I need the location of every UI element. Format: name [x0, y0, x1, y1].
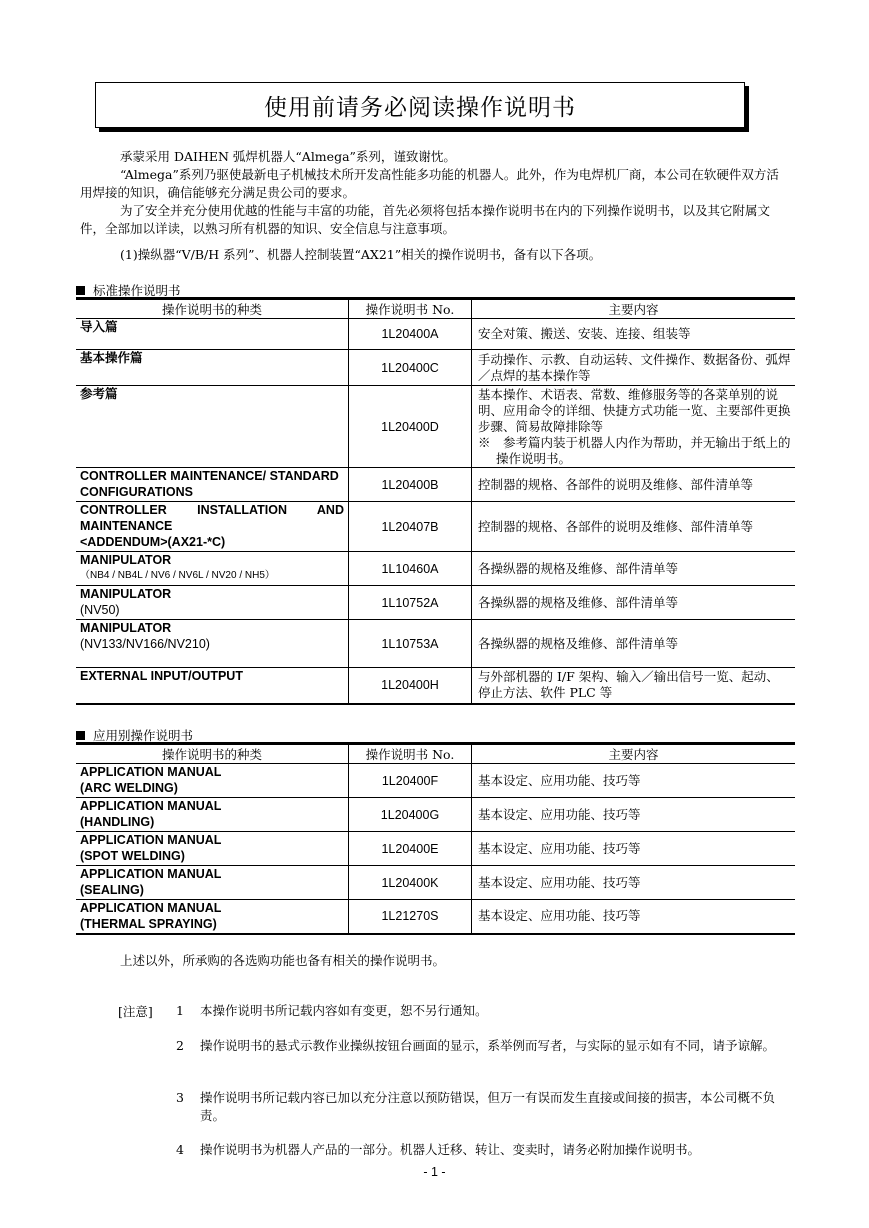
manual-no: 1L10752A — [349, 586, 472, 620]
manual-kind-line: MANIPULATOR — [80, 621, 172, 635]
manual-kind: EXTERNAL INPUT/OUTPUT — [76, 668, 349, 704]
table-row — [76, 586, 795, 620]
manual-kind: APPLICATION MANUAL (HANDLING) — [76, 798, 349, 832]
note-text: 本操作说明书所记载内容如有变更，恕不另行通知。 — [200, 1003, 488, 1018]
manual-desc: 手动操作、示教、自动运转、文件操作、数据备份、弧焊／点焊的基本操作等 — [472, 350, 796, 386]
note-number: 1 — [176, 1003, 184, 1018]
manual-desc: 基本设定、应用功能、技巧等 — [472, 832, 796, 866]
standard-manuals-table — [76, 297, 795, 705]
application-heading-text: 应用别操作说明书 — [93, 728, 194, 743]
manual-desc — [472, 386, 796, 468]
table-row — [76, 350, 795, 386]
manual-kind: CONTROLLER MAINTENANCE/ STANDARD CONFIGURATIONS — [76, 468, 349, 502]
header-no: 操作说明书 No. — [349, 299, 472, 319]
table-row — [76, 468, 795, 502]
manual-kind-line: MANIPULATOR — [80, 553, 172, 567]
manual-no: 1L20400H — [349, 668, 472, 704]
manual-no: 1L20400F — [349, 764, 472, 798]
manual-no: 1L20400A — [349, 319, 472, 350]
manual-kind: 基本操作篇 — [76, 350, 349, 386]
manual-desc: 各操纵器的规格及维修、部件清单等 — [472, 552, 796, 586]
manual-no: 1L20400C — [349, 350, 472, 386]
manual-desc: 与外部机器的 I/F 架构、输入／输出信号一览、起动、停止方法、软件 PLC 等 — [472, 668, 796, 704]
standard-heading-text: 标准操作说明书 — [93, 283, 181, 298]
manual-desc: 各操纵器的规格及维修、部件清单等 — [472, 586, 796, 620]
intro-line-1: 承蒙采用 DAIHEN 弧焊机器人“Almega”系列，谨致谢忱。 — [120, 149, 456, 164]
manual-desc: 基本设定、应用功能、技巧等 — [472, 866, 796, 900]
note-number: 2 — [176, 1038, 184, 1053]
table-row — [76, 900, 795, 934]
application-manuals-table — [76, 742, 795, 935]
intro-para-2: “Almega”系列乃驱使最新电子机械技术所开发高性能多功能的机器人。此外，作为电焊机厂商，本公司在软硬件双方活用焊接的知识，确信能够充分满足贵公司的要求。 — [80, 167, 779, 200]
manual-kind — [76, 620, 349, 668]
header-content: 主要内容 — [472, 744, 796, 764]
manual-kind — [76, 502, 349, 552]
manual-no: 1L10753A — [349, 620, 472, 668]
table-row — [76, 552, 795, 586]
table-row — [76, 832, 795, 866]
manual-desc: 控制器的规格、各部件的说明及维修、部件清单等 — [472, 502, 796, 552]
manual-no: 1L20400D — [349, 386, 472, 468]
note-text: 操作说明书的悬式示教作业操纵按钮台画面的显示，系举例而写者，与实际的显示如有不同，请予谅解。 — [200, 1038, 776, 1053]
square-bullet-icon — [76, 731, 85, 740]
manual-no: 1L21270S — [349, 900, 472, 934]
manual-kind-models: (NV50) — [80, 603, 120, 617]
manual-kind-line: <ADDENDUM>(AX21-*C) — [80, 535, 226, 549]
note-item — [176, 1002, 786, 1020]
manual-kind-line: MAINTENANCE — [80, 519, 173, 533]
header-kind: 操作说明书的种类 — [76, 299, 349, 319]
header-kind: 操作说明书的种类 — [76, 744, 349, 764]
page-number: - 1 - — [423, 1165, 446, 1179]
table-row — [76, 502, 795, 552]
manual-kind-line: MANIPULATOR — [80, 587, 172, 601]
after-table-text: 上述以外，所承购的各选购功能也备有相关的操作说明书。 — [120, 953, 446, 968]
manual-no: 1L20400G — [349, 798, 472, 832]
header-content: 主要内容 — [472, 299, 796, 319]
table-row — [76, 764, 795, 798]
manual-desc: 安全对策、搬送、安装、连接、组装等 — [472, 319, 796, 350]
manual-kind-line: CONTROLLER INSTALLATION AND — [80, 503, 344, 517]
manual-kind — [76, 586, 349, 620]
manual-kind: APPLICATION MANUAL (SEALING) — [76, 866, 349, 900]
manual-kind: APPLICATION MANUAL (ARC WELDING) — [76, 764, 349, 798]
manual-no: 1L10460A — [349, 552, 472, 586]
manual-kind: 导入篇 — [76, 319, 349, 350]
table-row — [76, 798, 795, 832]
note-number: 3 — [176, 1090, 184, 1105]
manual-no: 1L20400K — [349, 866, 472, 900]
page-title: 使用前请务必阅读操作说明书 — [95, 82, 745, 128]
manual-desc: 各操纵器的规格及维修、部件清单等 — [472, 620, 796, 668]
intro-para-3: 为了安全并充分使用优越的性能与丰富的功能，首先必须将包括本操作说明书在内的下列操作说明书，以及其它附属文件，全部加以详读，以熟习所有机器的知识、安全信息与注意事项。 — [80, 203, 771, 236]
header-no: 操作说明书 No. — [349, 744, 472, 764]
intro-para-4: (1)操纵器“V/B/H 系列”、机器人控制装置“AX21”相关的操作说明书，备有以下各项。 — [120, 247, 602, 262]
manual-desc-main: 基本操作、术语表、常数、维修服务等的各菜单别的说明、应用命令的详细、快捷方式功能一览、主要部件更换步骤、简易故障排除等 — [478, 386, 791, 434]
square-bullet-icon — [76, 286, 85, 295]
manual-desc-note: ※ 参考篇内装于机器人内作为帮助，并无输出于纸上的操作说明书。 — [478, 434, 791, 466]
note-item — [176, 1141, 786, 1159]
manual-desc: 基本设定、应用功能、技巧等 — [472, 798, 796, 832]
table-row — [76, 319, 795, 350]
table-row — [76, 386, 795, 468]
manual-desc: 基本设定、应用功能、技巧等 — [472, 764, 796, 798]
manual-kind-models: （NB4 / NB4L / NV6 / NV6L / NV20 / NH5） — [80, 570, 275, 581]
note-number: 4 — [176, 1142, 184, 1157]
note-text: 操作说明书为机器人产品的一部分。机器人迁移、转让、变卖时，请务必附加操作说明书。 — [200, 1142, 701, 1157]
table-row — [76, 668, 795, 704]
table-row — [76, 620, 795, 668]
manual-kind: APPLICATION MANUAL (THERMAL SPRAYING) — [76, 900, 349, 934]
manual-kind: 参考篇 — [76, 386, 349, 468]
manual-kind — [76, 552, 349, 586]
manual-kind: APPLICATION MANUAL (SPOT WELDING) — [76, 832, 349, 866]
note-item — [176, 1037, 786, 1055]
manual-desc: 控制器的规格、各部件的说明及维修、部件清单等 — [472, 468, 796, 502]
manual-no: 1L20400B — [349, 468, 472, 502]
manual-kind-models: (NV133/NV166/NV210) — [80, 637, 210, 651]
notes-label: [注意] — [118, 1004, 153, 1019]
note-text: 操作说明书所记载内容已加以充分注意以预防错误，但万一有误而发生直接或间接的损害，本公司概不负责。 — [200, 1090, 776, 1123]
manual-desc: 基本设定、应用功能、技巧等 — [472, 900, 796, 934]
manual-no: 1L20400E — [349, 832, 472, 866]
note-item — [176, 1089, 786, 1125]
manual-no: 1L20407B — [349, 502, 472, 552]
table-row — [76, 866, 795, 900]
